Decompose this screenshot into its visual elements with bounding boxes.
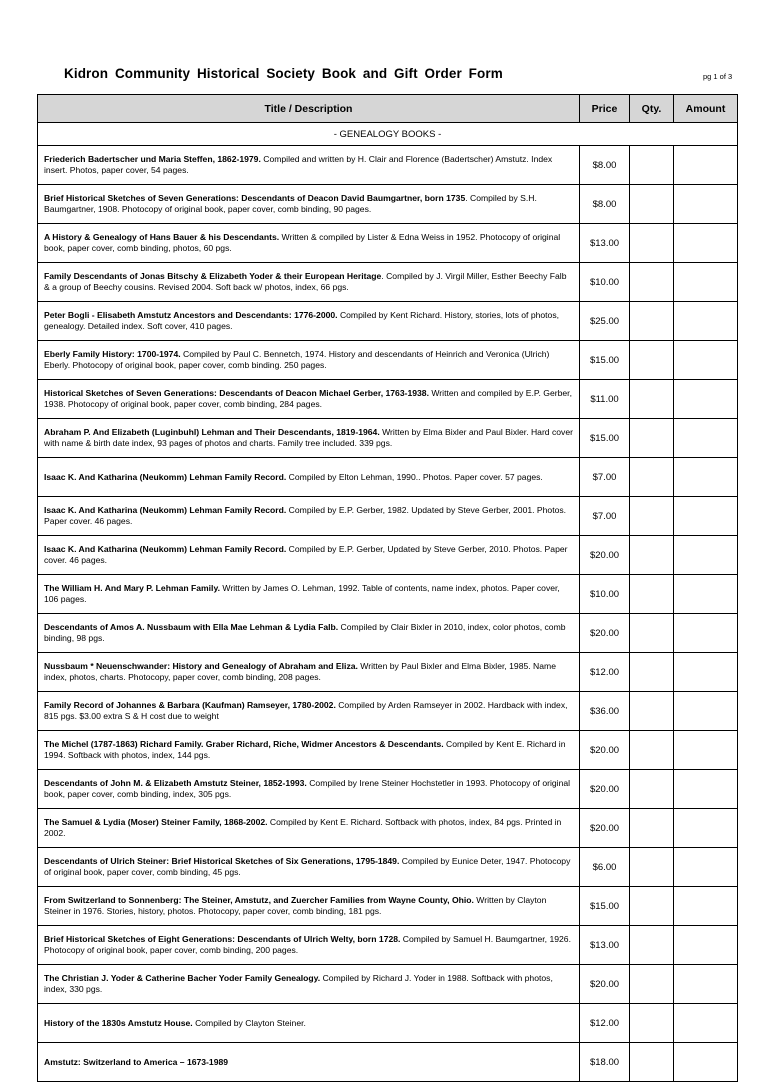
- item-title: Abraham P. And Elizabeth (Luginbuhl) Lehman and Their Descendants, 1819-1964.: [44, 427, 380, 437]
- item-amount-field[interactable]: [674, 692, 738, 731]
- item-title: Descendants of Ulrich Steiner: Brief Historical Sketches of Six Generations, 1795-1849.: [44, 856, 400, 866]
- item-qty-field[interactable]: [630, 146, 674, 185]
- table-row: [38, 770, 738, 809]
- item-price: $20.00: [580, 965, 630, 1004]
- item-description-cell: [38, 380, 580, 419]
- item-amount-field[interactable]: [674, 848, 738, 887]
- item-price: $12.00: [580, 1004, 630, 1043]
- item-description-cell: [38, 146, 580, 185]
- table-header-row: [38, 95, 738, 123]
- table-row: [38, 965, 738, 1004]
- item-details: Written and compiled by E.P. Gerber, 1938. Photocopy of original book, paper cover, comb binding, 284 pages.: [44, 388, 572, 409]
- item-title: The Michel (1787-1863) Richard Family. Graber Richard, Riche, Widmer Ancestors & Descendants.: [44, 739, 444, 749]
- item-qty-field[interactable]: [630, 965, 674, 1004]
- table-row: [38, 263, 738, 302]
- item-title: Brief Historical Sketches of Eight Generations: Descendants of Ulrich Welty, born 1728.: [44, 934, 401, 944]
- item-qty-field[interactable]: [630, 380, 674, 419]
- item-details: Compiled by Clayton Steiner.: [192, 1017, 306, 1028]
- table-row: [38, 380, 738, 419]
- item-details: Compiled and written by H. Clair and Florence (Badertscher) Amstutz. Index insert. Photos, paper cover, 54 pages.: [44, 154, 553, 175]
- item-price: $15.00: [580, 419, 630, 458]
- item-qty-field[interactable]: [630, 341, 674, 380]
- table-row: [38, 146, 738, 185]
- item-description-cell: [38, 1043, 580, 1082]
- item-description-cell: [38, 965, 580, 1004]
- item-details: Written by Clayton Steiner in 1976. Stories, history, photos. Photocopy, paper cover, comb binding, 181 pgs.: [44, 895, 547, 916]
- table-row: [38, 692, 738, 731]
- item-details: Compiled by Kent E. Richard in 1994. Softback with photos, index, 144 pgs.: [44, 739, 566, 760]
- item-description-cell: [38, 302, 580, 341]
- item-description-cell: [38, 887, 580, 926]
- item-amount-field[interactable]: [674, 380, 738, 419]
- item-amount-field[interactable]: [674, 731, 738, 770]
- form-title: Kidron Community Historical Society Book and Gift Order Form: [64, 66, 503, 81]
- item-details: Compiled by Paul C. Bennetch, 1974. History and descendants of Heinrich and Veronica (Ulrich) Eberly. Photocopy of original book, paper cover, comb binding. 250 pages.: [44, 349, 550, 370]
- item-title: Historical Sketches of Seven Generations: Descendants of Deacon Michael Gerber, 1763-1938.: [44, 388, 429, 398]
- item-description-cell: [38, 731, 580, 770]
- item-price: $20.00: [580, 770, 630, 809]
- item-amount-field[interactable]: [674, 536, 738, 575]
- item-qty-field[interactable]: [630, 887, 674, 926]
- item-price: $13.00: [580, 224, 630, 263]
- item-qty-field[interactable]: [630, 653, 674, 692]
- item-amount-field[interactable]: [674, 770, 738, 809]
- item-description-cell: [38, 1004, 580, 1043]
- item-details: Compiled by Arden Ramseyer in 2002. Hardback with index, 815 pgs. $3.00 extra S & H cost due to weight: [44, 700, 568, 721]
- item-details: Compiled by E.P. Gerber, 1982. Updated by Steve Gerber, 2001. Photos. Paper cover. 46 pages.: [44, 505, 567, 526]
- table-row: [38, 1004, 738, 1043]
- item-price: $10.00: [580, 575, 630, 614]
- item-qty-field[interactable]: [630, 731, 674, 770]
- item-amount-field[interactable]: [674, 146, 738, 185]
- item-qty-field[interactable]: [630, 926, 674, 965]
- item-details: Compiled by Richard J. Yoder in 1988. Softback with photos, index, 330 pgs.: [44, 973, 553, 994]
- table-row: [38, 731, 738, 770]
- item-title: Amstutz: Switzerland to America – 1673-1989: [44, 1056, 229, 1067]
- item-details: Written & compiled by Lister & Edna Weiss in 1952. Photocopy of original book, paper cover, comb binding, photos, 60 pgs.: [44, 232, 561, 253]
- item-details: Compiled by Samuel H. Baumgartner, 1926. Photocopy of original book, paper cover, comb binding, 200 pages.: [44, 934, 571, 955]
- item-price: $6.00: [580, 848, 630, 887]
- item-price: $8.00: [580, 185, 630, 224]
- table-row: [38, 614, 738, 653]
- item-details: Compiled by Kent Richard. History, stories, lots of photos, genealogy. Detailed index. Soft cover, 410 pages.: [44, 310, 560, 331]
- table-row: [38, 848, 738, 887]
- item-title: From Switzerland to Sonnenberg: The Steiner, Amstutz, and Zuercher Families from Wayne County, Ohio.: [44, 895, 474, 905]
- item-title: Descendants of John M. & Elizabeth Amstutz Steiner, 1852-1993.: [44, 778, 307, 788]
- item-qty-field[interactable]: [630, 497, 674, 536]
- item-description-cell: [38, 497, 580, 536]
- item-title: Family Descendants of Jonas Bitschy & Elizabeth Yoder & their European Heritage: [44, 271, 382, 281]
- item-description-cell: [38, 341, 580, 380]
- header-price: Price: [580, 95, 630, 123]
- item-details: Compiled by Elton Lehman, 1990.. Photos. Paper cover. 57 pages.: [286, 471, 543, 482]
- item-qty-field[interactable]: [630, 419, 674, 458]
- item-description-cell: [38, 224, 580, 263]
- item-price: $7.00: [580, 497, 630, 536]
- item-amount-field[interactable]: [674, 965, 738, 1004]
- item-title: Nussbaum * Neuenschwander: History and Genealogy of Abraham and Eliza.: [44, 661, 358, 671]
- item-title: Eberly Family History: 1700-1974.: [44, 349, 181, 359]
- table-row: [38, 926, 738, 965]
- item-qty-field[interactable]: [630, 692, 674, 731]
- item-title: Descendants of Amos A. Nussbaum with Ella Mae Lehman & Lydia Falb.: [44, 622, 339, 632]
- item-qty-field[interactable]: [630, 302, 674, 341]
- item-description-cell: [38, 575, 580, 614]
- item-details: Written by Paul Bixler and Elma Bixler, 1985. Name index, photos, charts. Photocopy, paper cover, comb binding, 208 pages.: [44, 661, 556, 682]
- table-row: [38, 224, 738, 263]
- item-qty-field[interactable]: [630, 809, 674, 848]
- item-price: $18.00: [580, 1043, 630, 1082]
- item-qty-field[interactable]: [630, 458, 674, 497]
- item-description-cell: [38, 263, 580, 302]
- item-details: Compiled by Eunice Deter, 1947. Photocopy of original book, paper cover, comb binding, 45 pgs.: [44, 856, 571, 877]
- item-details: Compiled by Irene Steiner Hochstetler in 1993. Photocopy of original book, paper cover, comb binding, index, 305 pgs.: [44, 778, 571, 799]
- header-amount: Amount: [674, 95, 738, 123]
- page-number: pg 1 of 3: [703, 72, 733, 81]
- item-details: Compiled by Kent E. Richard. Softback with photos, index, 84 pgs. Printed in 2002.: [44, 817, 562, 838]
- item-title: History of the 1830s Amstutz House.: [44, 1017, 193, 1028]
- item-price: $13.00: [580, 926, 630, 965]
- item-description-cell: [38, 185, 580, 224]
- table-row: [38, 497, 738, 536]
- item-price: $11.00: [580, 380, 630, 419]
- table-row: [38, 1043, 738, 1082]
- item-details: . Compiled by S.H. Baumgartner, 1908. Photocopy of original book, paper cover, comb binding, 90 pages.: [44, 193, 537, 214]
- table-row: [38, 341, 738, 380]
- item-price: $12.00: [580, 653, 630, 692]
- table-row: [38, 887, 738, 926]
- table-row: [38, 419, 738, 458]
- item-amount-field[interactable]: [674, 1043, 738, 1082]
- table-row: [38, 536, 738, 575]
- table-row: [38, 809, 738, 848]
- item-title: The Samuel & Lydia (Moser) Steiner Family, 1868-2002.: [44, 817, 268, 827]
- item-title: The William H. And Mary P. Lehman Family.: [44, 583, 220, 593]
- item-qty-field[interactable]: [630, 1043, 674, 1082]
- item-details: . Compiled by J. Virgil Miller, Esther Beechy Falb & a group of Beechy cousins. Revised 2004. Soft back w/ photos, index, 66 pgs.: [44, 271, 567, 292]
- item-qty-field[interactable]: [630, 263, 674, 302]
- item-price: $7.00: [580, 458, 630, 497]
- item-qty-field[interactable]: [630, 536, 674, 575]
- item-qty-field[interactable]: [630, 185, 674, 224]
- item-description-cell: [38, 926, 580, 965]
- item-description-cell: [38, 692, 580, 731]
- item-title: Peter Bogli - Elisabeth Amstutz Ancestors and Descendants: 1776-2000.: [44, 310, 338, 320]
- table-row: [38, 302, 738, 341]
- item-qty-field[interactable]: [630, 575, 674, 614]
- item-amount-field[interactable]: [674, 302, 738, 341]
- item-title: A History & Genealogy of Hans Bauer & his Descendants.: [44, 232, 280, 242]
- item-amount-field[interactable]: [674, 653, 738, 692]
- item-amount-field[interactable]: [674, 263, 738, 302]
- item-title: Brief Historical Sketches of Seven Generations: Descendants of Deacon David Baumgartner, born 1735: [44, 193, 466, 203]
- item-amount-field[interactable]: [674, 341, 738, 380]
- item-description-cell: [38, 458, 580, 497]
- item-description-cell: [38, 614, 580, 653]
- item-amount-field[interactable]: [674, 575, 738, 614]
- item-amount-field[interactable]: [674, 926, 738, 965]
- item-amount-field[interactable]: [674, 419, 738, 458]
- item-qty-field[interactable]: [630, 1004, 674, 1043]
- item-price: $36.00: [580, 692, 630, 731]
- item-title: The Christian J. Yoder & Catherine Bacher Yoder Family Genealogy.: [44, 973, 321, 983]
- item-details: Compiled by Clair Bixler in 2010, index, color photos, comb binding, 98 pgs.: [44, 622, 566, 643]
- item-price: $8.00: [580, 146, 630, 185]
- item-qty-field[interactable]: [630, 614, 674, 653]
- item-details: Compiled by E.P. Gerber, Updated by Steve Gerber, 2010. Photos. Paper cover. 46 pages.: [44, 544, 568, 565]
- item-price: $20.00: [580, 536, 630, 575]
- item-amount-field[interactable]: [674, 497, 738, 536]
- item-title: Isaac K. And Katharina (Neukomm) Lehman Family Record.: [44, 544, 287, 554]
- item-price: $20.00: [580, 809, 630, 848]
- item-price: $20.00: [580, 731, 630, 770]
- section-row: [38, 123, 738, 146]
- item-title: Friederich Badertscher und Maria Steffen, 1862-1979.: [44, 154, 261, 164]
- order-table: [37, 94, 738, 1082]
- item-price: $20.00: [580, 614, 630, 653]
- item-amount-field[interactable]: [674, 614, 738, 653]
- item-amount-field[interactable]: [674, 809, 738, 848]
- item-details: Written by Elma Bixler and Paul Bixler. Hard cover with name & birth date index, 93 pages of photos and charts. Family tree included. 339 pgs.: [44, 427, 573, 448]
- section-label: - GENEALOGY BOOKS -: [38, 123, 738, 146]
- item-amount-field[interactable]: [674, 1004, 738, 1043]
- table-row: [38, 458, 738, 497]
- item-qty-field[interactable]: [630, 224, 674, 263]
- item-description-cell: [38, 848, 580, 887]
- item-amount-field[interactable]: [674, 887, 738, 926]
- item-price: $10.00: [580, 263, 630, 302]
- item-description-cell: [38, 809, 580, 848]
- item-amount-field[interactable]: [674, 185, 738, 224]
- item-amount-field[interactable]: [674, 224, 738, 263]
- table-row: [38, 575, 738, 614]
- item-qty-field[interactable]: [630, 848, 674, 887]
- item-price: $15.00: [580, 341, 630, 380]
- table-row: [38, 653, 738, 692]
- item-description-cell: [38, 536, 580, 575]
- item-title: Family Record of Johannes & Barbara (Kaufman) Ramseyer, 1780-2002.: [44, 700, 336, 710]
- item-amount-field[interactable]: [674, 458, 738, 497]
- item-details: Written by James O. Lehman, 1992. Table of contents, name index, photos. Paper cover, 106 pages.: [44, 583, 560, 604]
- item-price: $15.00: [580, 887, 630, 926]
- item-description-cell: [38, 419, 580, 458]
- item-title: Isaac K. And Katharina (Neukomm) Lehman Family Record.: [44, 471, 287, 482]
- item-price: $25.00: [580, 302, 630, 341]
- item-description-cell: [38, 770, 580, 809]
- header-qty: Qty.: [630, 95, 674, 123]
- header-description: Title / Description: [38, 95, 580, 123]
- item-description-cell: [38, 653, 580, 692]
- item-title: Isaac K. And Katharina (Neukomm) Lehman Family Record.: [44, 505, 287, 515]
- item-qty-field[interactable]: [630, 770, 674, 809]
- table-row: [38, 185, 738, 224]
